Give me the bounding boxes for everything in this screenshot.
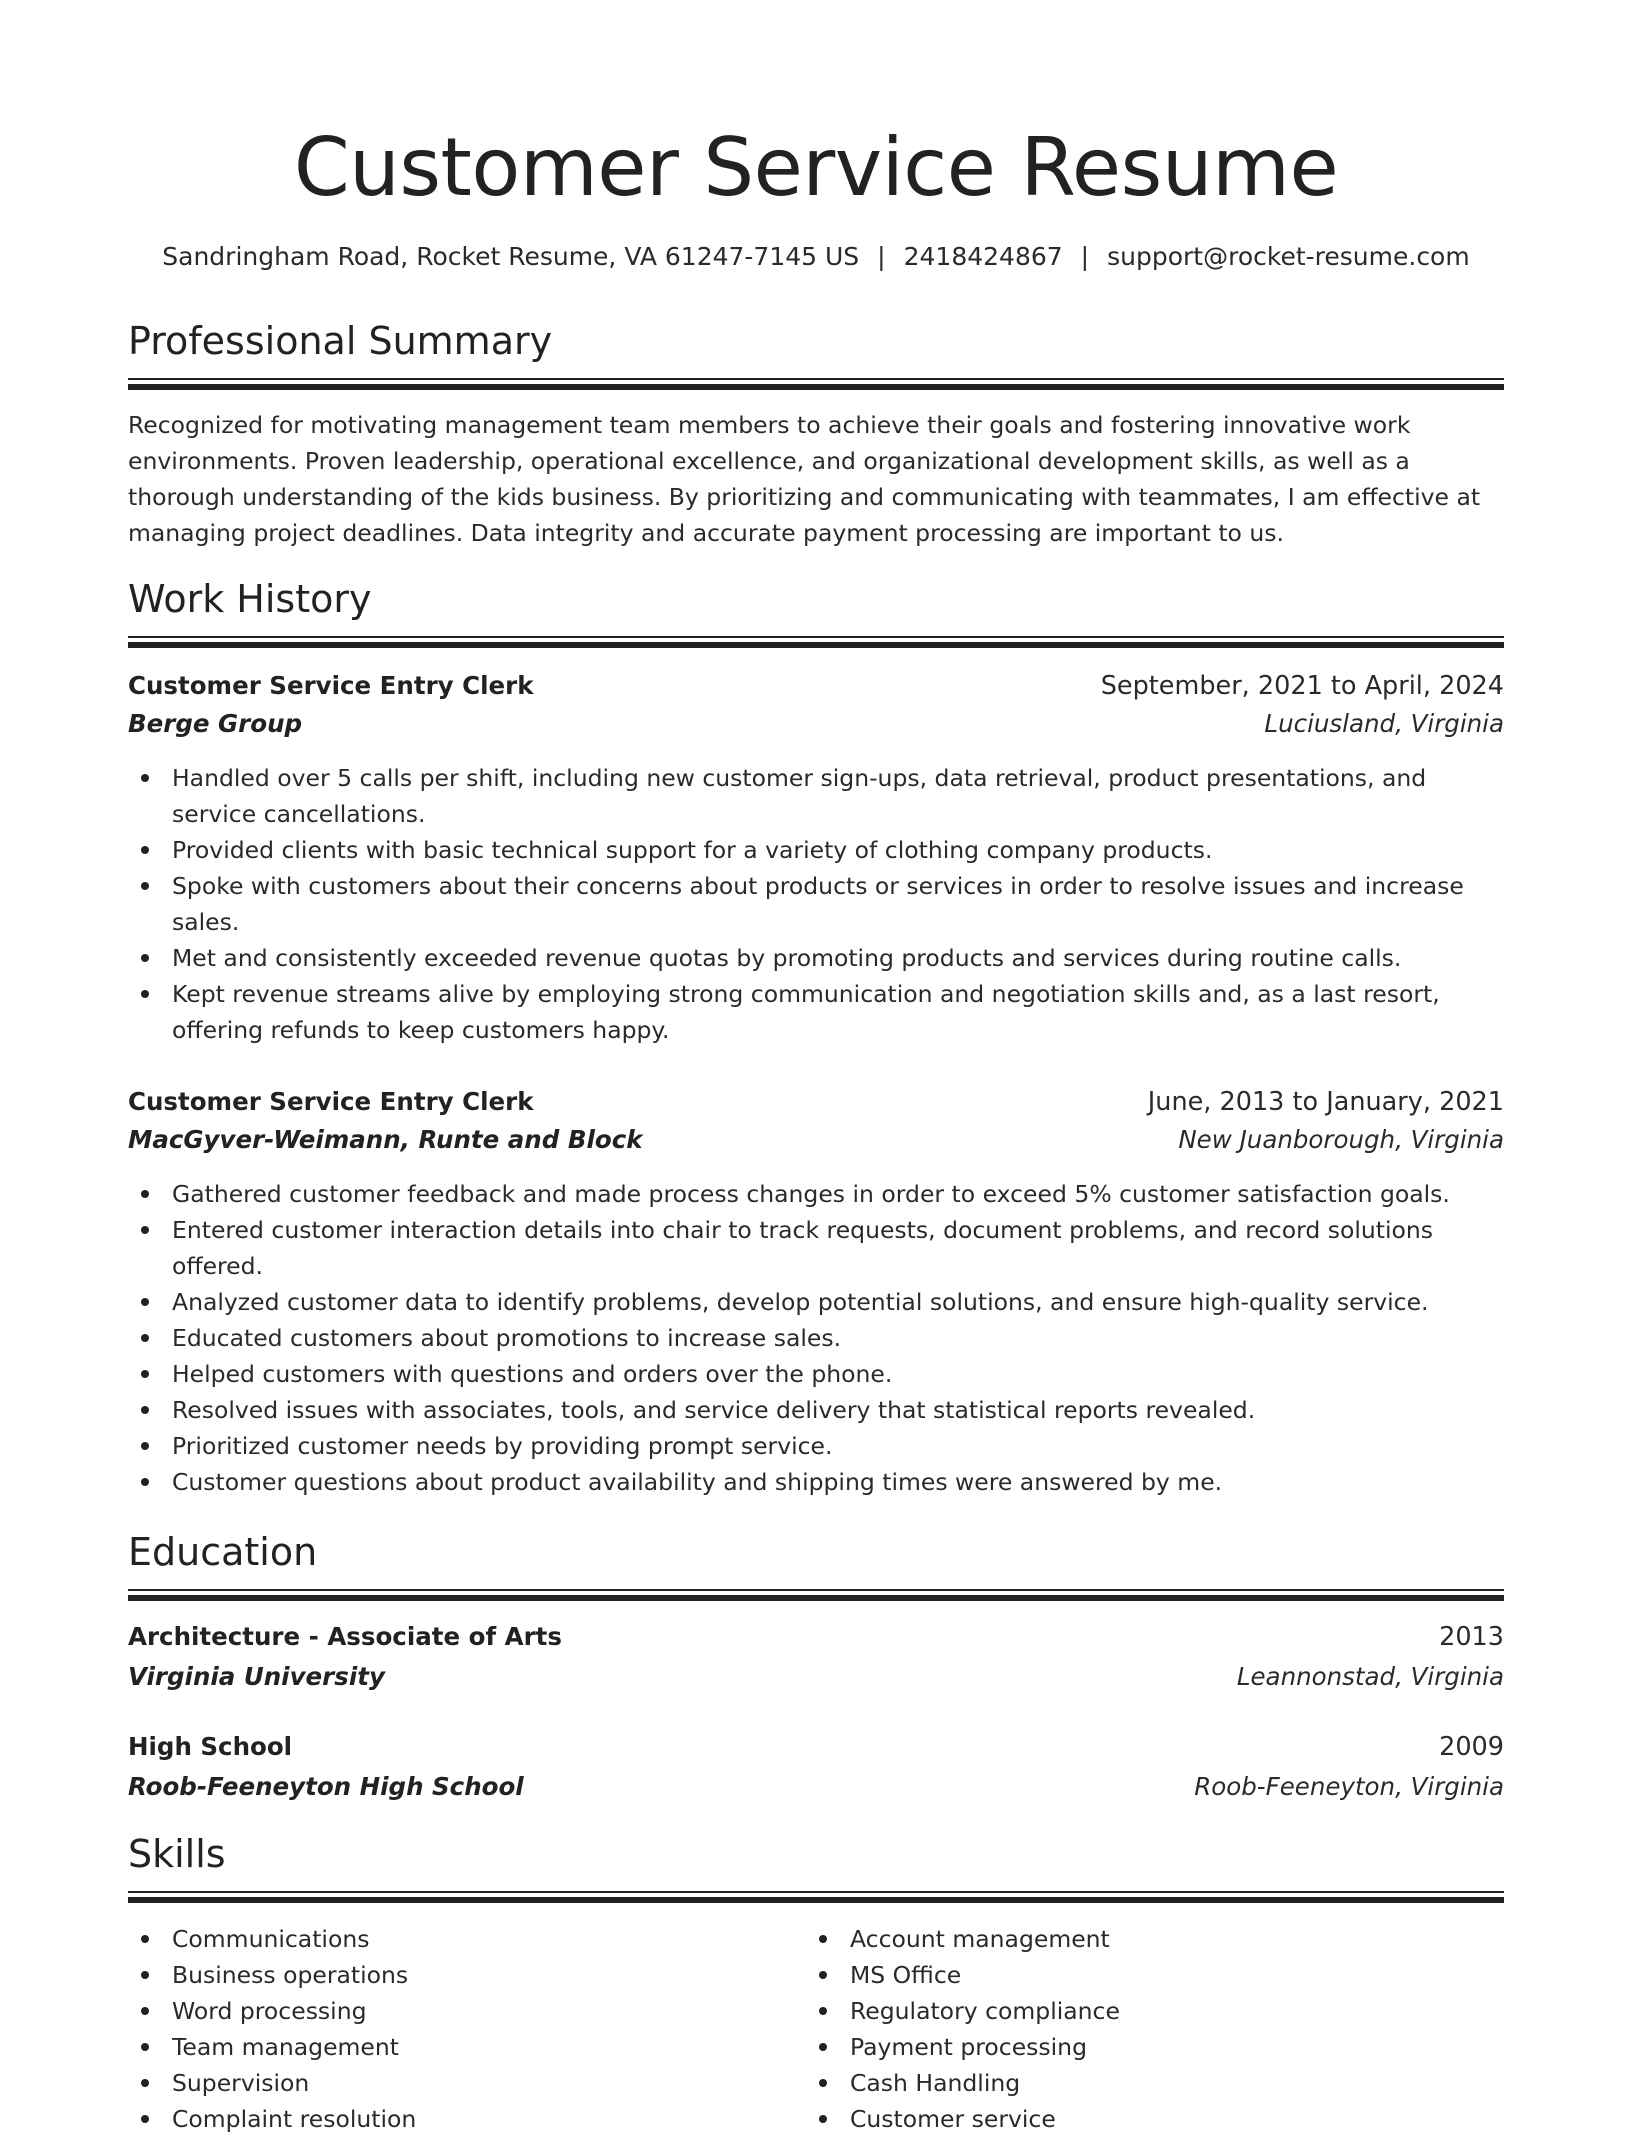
job-header	[128, 667, 1504, 705]
job-title: Customer Service Entry Clerk	[128, 671, 534, 700]
education-school: Virginia University	[128, 1662, 385, 1691]
job-employer: Berge Group	[128, 709, 303, 738]
contact-separator: |	[1080, 242, 1090, 271]
list-item: Met and consistently exceeded revenue quotas by promoting products and services during routine calls.	[128, 940, 1504, 976]
education-degree: Architecture - Associate of Arts	[128, 1622, 562, 1651]
education-subheader	[128, 1768, 1504, 1806]
job-subheader	[128, 705, 1504, 743]
education-heading: Education	[128, 1530, 318, 1574]
job-location: Luciusland, Virginia	[1264, 709, 1504, 738]
skill-item: Supervision	[128, 2065, 788, 2101]
skill-item: Communications	[128, 1921, 788, 1957]
section-divider	[128, 636, 1504, 647]
job-dates: June, 2013 to January, 2021	[1147, 1087, 1504, 1117]
contact-separator: |	[877, 242, 886, 271]
skill-item: Customer service	[806, 2101, 1504, 2137]
job-employer: MacGyver-Weimann, Runte and Block	[128, 1125, 643, 1154]
list-item: Resolved issues with associates, tools, and service delivery that statistical reports revealed.	[128, 1392, 1504, 1428]
list-item: Entered customer interaction details into chair to track requests, document problems, and record solutions offered.	[128, 1212, 1504, 1284]
education-subheader	[128, 1658, 1504, 1696]
skill-item: Team management	[128, 2029, 788, 2065]
skill-item: Business operations	[128, 1957, 788, 1993]
list-item: Handled over 5 calls per shift, including new customer sign-ups, data retrieval, product presentations, and service cancellations.	[128, 760, 1504, 832]
job-subheader	[128, 1121, 1504, 1159]
contact-email: support@rocket-resume.com	[1107, 242, 1470, 271]
list-item: Customer questions about product availability and shipping times were answered by me.	[128, 1464, 1504, 1500]
skill-item: Account management	[806, 1921, 1504, 1957]
contact-phone: 2418424867	[903, 242, 1063, 271]
skill-item: Word processing	[128, 1993, 788, 2029]
resume-title: Customer Service Resume	[293, 121, 1339, 214]
skill-item: Complaint resolution	[128, 2101, 788, 2137]
education-header	[128, 1728, 1504, 1766]
skill-item: MS Office	[806, 1957, 1504, 1993]
skill-item: Payment processing	[806, 2029, 1504, 2065]
skills-heading: Skills	[128, 1832, 226, 1876]
list-item: Educated customers about promotions to increase sales.	[128, 1320, 1504, 1356]
list-item: Prioritized customer needs by providing prompt service.	[128, 1428, 1504, 1464]
job-location: New Juanborough, Virginia	[1178, 1125, 1504, 1154]
job-dates: September, 2021 to April, 2024	[1100, 671, 1504, 701]
summary-text: Recognized for motivating management team members to achieve their goals and fostering innovative work environments. Proven leadership, operational excellence, and organizational development skills, as well as a thorough understanding of the kids business. By prioritizing and communicating with teammates, I am effective at managing project deadlines. Data integrity and accurate payment processing are important to us.	[128, 411, 1481, 547]
job-header	[128, 1083, 1504, 1121]
list-item: Kept revenue streams alive by employing strong communication and negotiation skills and, as a last resort, offering refunds to keep customers happy.	[128, 976, 1504, 1048]
education-degree: High School	[128, 1732, 293, 1761]
section-divider	[128, 1891, 1504, 1902]
list-item: Spoke with customers about their concerns about products or services in order to resolve issues and increase sales.	[128, 868, 1504, 940]
education-header	[128, 1618, 1504, 1656]
contact-address: Sandringham Road, Rocket Resume, VA 61247-7145 US	[162, 242, 860, 271]
skill-item: Regulatory compliance	[806, 1993, 1504, 2029]
list-item: Helped customers with questions and orders over the phone.	[128, 1356, 1504, 1392]
education-location: Leannonstad, Virginia	[1236, 1662, 1504, 1691]
education-school: Roob-Feeneyton High School	[128, 1772, 524, 1801]
list-item: Analyzed customer data to identify problems, develop potential solutions, and ensure high-quality service.	[128, 1284, 1504, 1320]
skills-list-left	[128, 1921, 788, 2137]
skills-list-right	[806, 1921, 1504, 2137]
work-history-heading: Work History	[128, 577, 372, 621]
education-year: 2013	[1439, 1622, 1504, 1652]
job-bullets	[128, 1176, 1504, 1500]
summary-heading: Professional Summary	[128, 319, 553, 363]
section-divider	[128, 1589, 1504, 1600]
skill-item: Cash Handling	[806, 2065, 1504, 2101]
list-item: Gathered customer feedback and made process changes in order to exceed 5% customer satisfaction goals.	[128, 1176, 1504, 1212]
job-title: Customer Service Entry Clerk	[128, 1087, 534, 1116]
education-location: Roob-Feeneyton, Virginia	[1194, 1772, 1504, 1801]
contact-line	[128, 237, 1504, 277]
section-divider	[128, 378, 1504, 389]
list-item: Provided clients with basic technical support for a variety of clothing company products.	[128, 832, 1504, 868]
job-bullets	[128, 760, 1504, 1048]
education-year: 2009	[1439, 1732, 1504, 1762]
